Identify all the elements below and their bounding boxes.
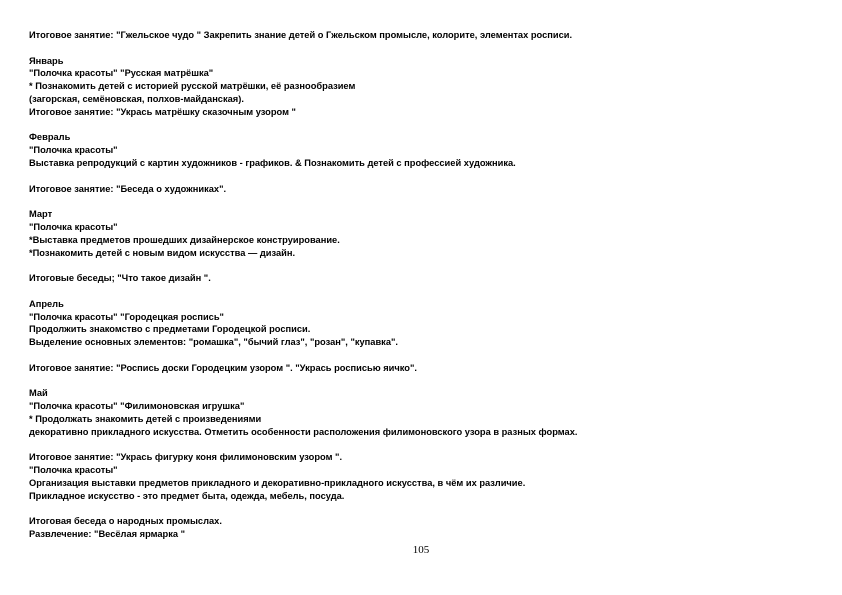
blank-line xyxy=(29,170,819,183)
text-line: Итоговые беседы; "Что такое дизайн ". xyxy=(29,273,211,284)
blank-line xyxy=(29,259,819,272)
text-line: Январь xyxy=(29,55,64,66)
text-line: * Продолжать знакомить детей с произведениями xyxy=(29,413,262,424)
text-line: *Познакомить детей с новым видом искусства — дизайн. xyxy=(29,247,296,258)
text-line: Прикладное искусство - это предмет быта, одежда, мебель, посуда. xyxy=(29,490,345,501)
text-line: "Полочка красоты" xyxy=(29,465,118,476)
text-line: Май xyxy=(29,388,48,399)
text-line: Март xyxy=(29,209,53,220)
text-line: "Полочка красоты" xyxy=(29,221,118,232)
text-line: Итоговое занятие: "Роспись доски Городецким узором ". "Укрась росписью яичко". xyxy=(29,362,417,373)
text-line: Апрель xyxy=(29,298,64,309)
text-line: Развлечение: "Весёлая ярмарка " xyxy=(29,529,186,540)
blank-line xyxy=(29,349,819,362)
blank-line xyxy=(29,439,819,452)
text-line: Итоговая беседа о народных промыслах. xyxy=(29,516,222,527)
text-line: Выделение основных элементов: "ромашка", "бычий глаз", "розан", "купавка". xyxy=(29,337,398,348)
blank-line xyxy=(29,502,819,515)
blank-line xyxy=(29,119,819,132)
text-line: Итоговое занятие: "Беседа о художниках". xyxy=(29,183,227,194)
text-line: "Полочка красоты" xyxy=(29,145,118,156)
text-line: декоративно прикладного искусства. Отметить особенности расположения филимоновского узора в разных формах. xyxy=(29,426,578,437)
text-line: "Полочка красоты" "Городецкая роспись" xyxy=(29,311,224,322)
document-body xyxy=(29,29,819,541)
text-line: Организация выставки предметов прикладного и декоративно-прикладного искусства, в чём их различие. xyxy=(29,477,526,488)
text-line: Февраль xyxy=(29,132,71,143)
text-line: Продолжить знакомство с предметами Городецкой росписи. xyxy=(29,324,311,335)
text-line: Итоговое занятие: "Укрась фигурку коня филимоновским узором ". xyxy=(29,452,343,463)
text-line: "Полочка красоты" "Филимоновская игрушка" xyxy=(29,401,245,412)
page-number: 105 xyxy=(412,544,430,556)
text-line: (загорская, семёновская, полхов-майданская). xyxy=(29,93,244,104)
text-line: Итоговое занятие: "Укрась матрёшку сказочным узором " xyxy=(29,106,296,117)
text-line: Выставка репродукций с картин художников - графиков. & Познакомить детей с профессией художника. xyxy=(29,157,516,168)
blank-line xyxy=(29,195,819,208)
blank-line xyxy=(29,285,819,298)
blank-line xyxy=(29,42,819,55)
text-line: "Полочка красоты" "Русская матрёшка" xyxy=(29,68,214,79)
text-line: * Познакомить детей с историей русской матрёшки, её разнообразием xyxy=(29,81,356,92)
text-line: Итоговое занятие: "Гжельское чудо " Закрепить знание детей о Гжельском промысле, колорите, элементах росписи. xyxy=(29,30,573,40)
text-line: *Выставка предметов прошедших дизайнерское конструирование. xyxy=(29,234,340,245)
blank-line xyxy=(29,375,819,388)
